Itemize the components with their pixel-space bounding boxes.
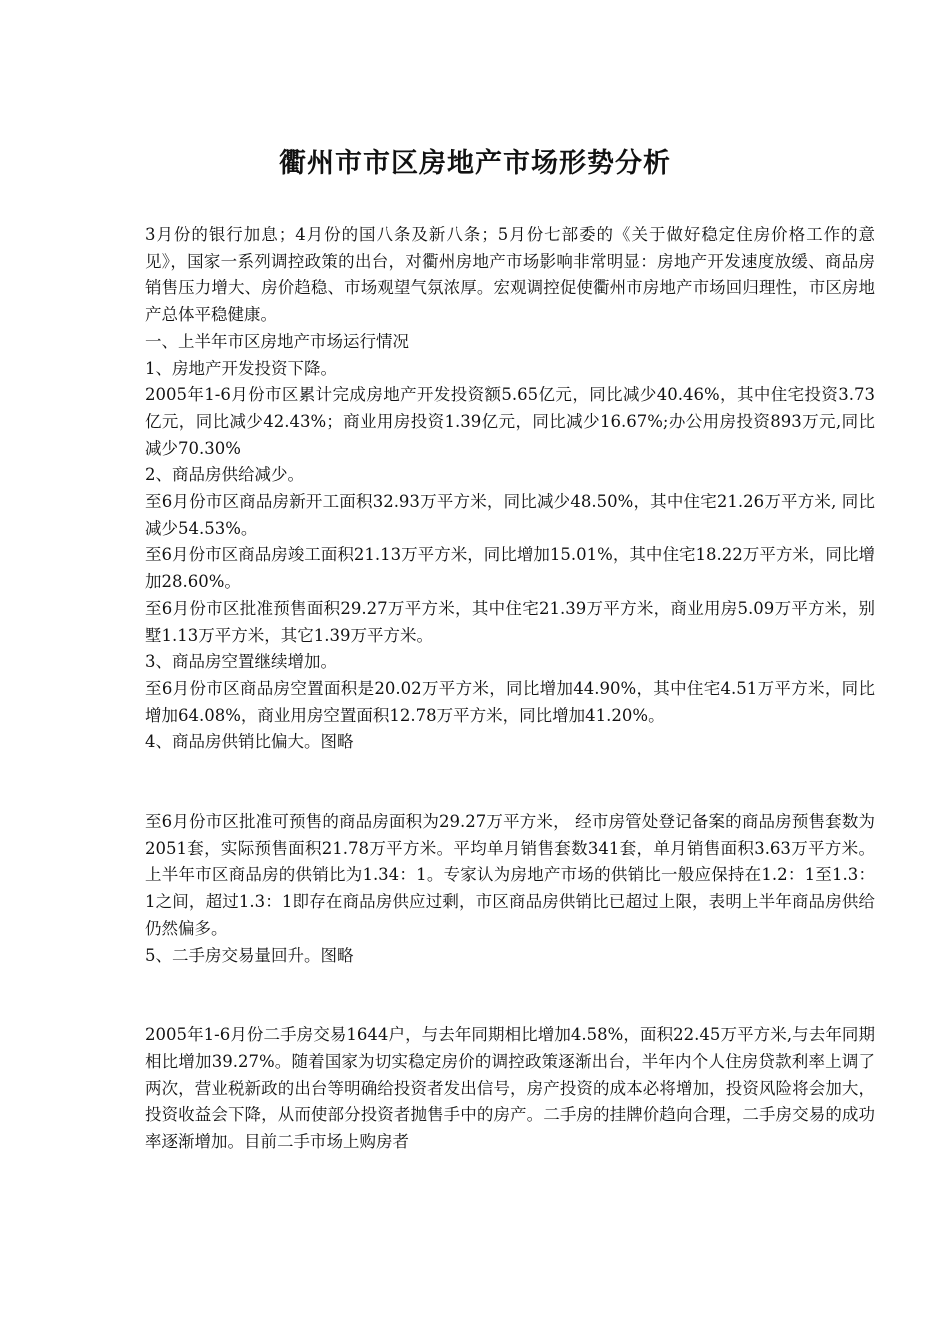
- subheading-supply-sales-ratio: 4、商品房供销比偏大。图略: [145, 732, 354, 752]
- subheading-supply: 2、商品房供给减少。: [145, 465, 304, 485]
- paragraph-new-construction: 至6月份市区商品房新开工面积32.93万平方米，同比减少48.50%，其中住宅21.26万平方米, 同比减少54.53%。: [145, 492, 875, 538]
- figure-placeholder: [145, 756, 875, 809]
- subheading-vacancy: 3、商品房空置继续增加。: [145, 652, 337, 672]
- subheading-investment: 1、房地产开发投资下降。: [145, 358, 337, 378]
- subheading-second-hand: 5、二手房交易量回升。图略: [145, 945, 354, 965]
- paragraph-second-hand: 2005年1-6月份二手房交易1644户，与去年同期相比增加4.58%，面积22.45万平方米,与去年同期相比增加39.27%。随着国家为切实稳定房价的调控政策逐渐出台，半年内个人住房贷款利率上调了两次，营业税新政的出台等明确给投资者发出信号，房产投资的成本必将增加，投资风险将会加大，投资收益会下降，从而使部分投资者抛售手中的房产。二手房的挂牌价趋向合理，二手房交易的成功率逐渐增加。目前二手市场上购房者: [145, 1025, 875, 1152]
- section-heading-1: 一、上半年市区房地产市场运行情况: [145, 331, 409, 351]
- paragraph-supply-sales-ratio: 至6月份市区批准可预售的商品房面积为29.27万平方米， 经市房管处登记备案的商品房预售套数为2051套，实际预售面积21.78万平方米。平均单月销售套数341套，单月销售面积3.63万平方米。上半年市区商品房的供销比为1.34：1。专家认为房地产市场的供销比一般应保持在1.2：1至1.3：1之间，超过1.3：1即存在商品房供应过剩，市区商品房供销比已超过上限，表明上半年商品房供给仍然偏多。: [145, 812, 875, 938]
- document-title: 衢州市市区房地产市场形势分析: [279, 148, 671, 179]
- paragraph-presale: 至6月份市区批准预售面积29.27万平方米，其中住宅21.39万平方米，商业用房5.09万平方米，别墅1.13万平方米，其它1.39万平方米。: [145, 598, 875, 645]
- paragraph-investment: 2005年1-6月份市区累计完成房地产开发投资额5.65亿元，同比减少40.46%，其中住宅投资3.73亿元，同比减少42.43%；商业用房投资1.39亿元，同比减少16.67%;办公用房投资893万元,同比减少70.30%: [145, 385, 875, 458]
- figure-placeholder: [145, 969, 875, 1022]
- paragraph-completion: 至6月份市区商品房竣工面积21.13万平方米，同比增加15.01%，其中住宅18.22万平方米，同比增加28.60%。: [145, 545, 875, 592]
- intro-paragraph: 3月份的银行加息；4月份的国八条及新八条；5月份七部委的《关于做好稳定住房价格工作的意见》，国家一系列调控政策的出台，对衢州房地产市场影响非常明显：房地产开发速度放缓、商品房销售压力增大、房价趋稳、市场观望气氛浓厚。宏观调控促使衢州市房地产市场回归理性，市区房地产总体平稳健康。: [145, 225, 875, 325]
- paragraph-vacancy: 至6月份市区商品房空置面积是20.02万平方米，同比增加44.90%，其中住宅4.51万平方米，同比增加64.08%，商业用房空置面积12.78万平方米，同比增加41.20%。: [145, 678, 875, 725]
- document-body: [145, 222, 875, 1156]
